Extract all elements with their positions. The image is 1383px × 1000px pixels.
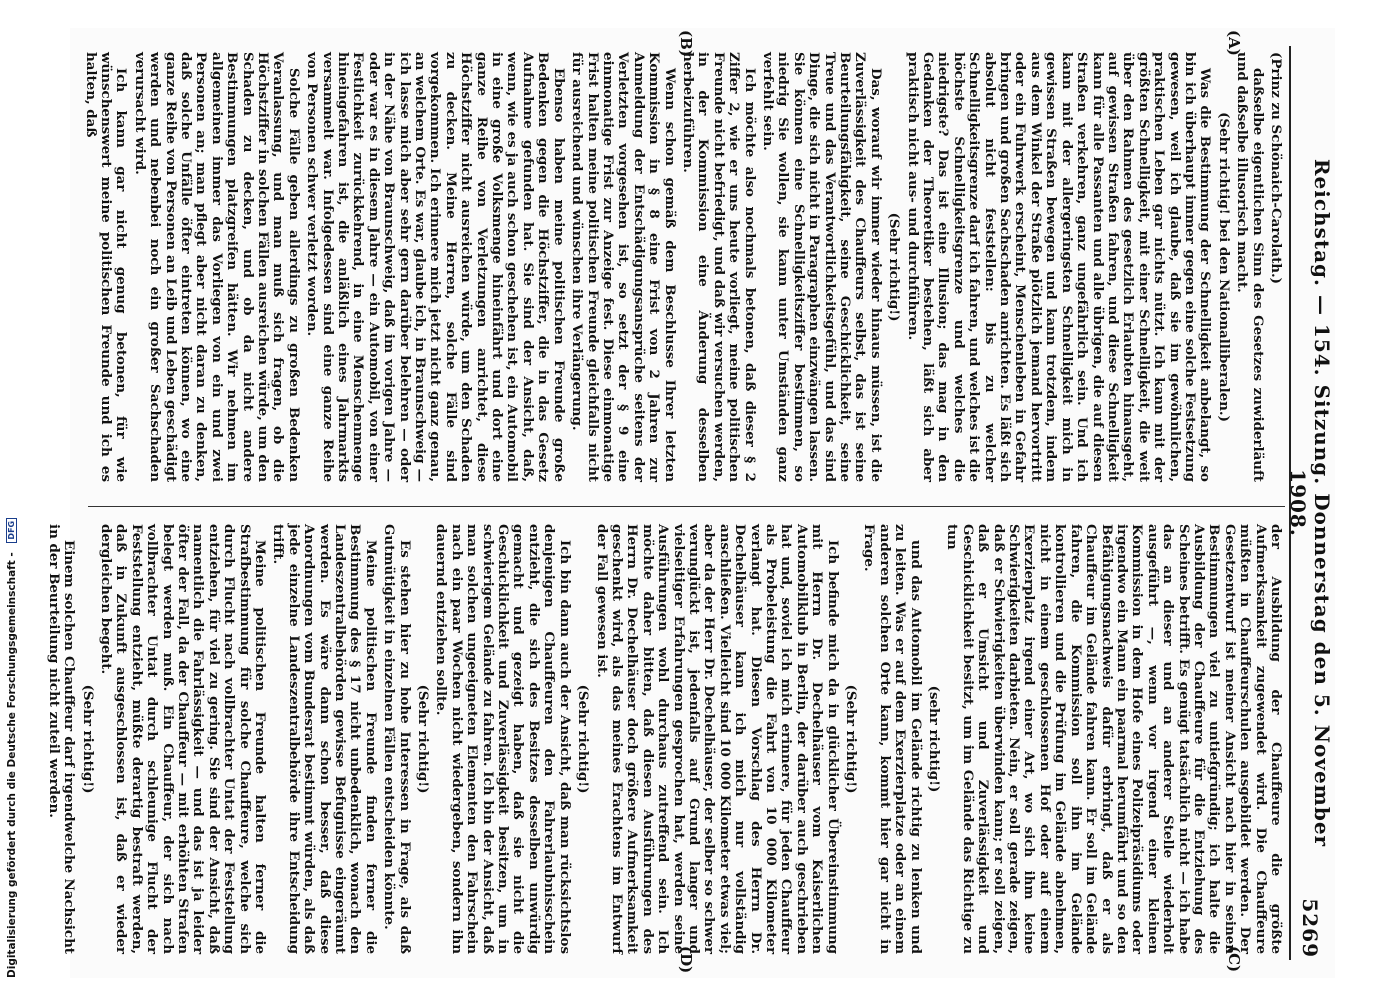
- paragraph: Ich möchte also nochmals betonen, daß dieser § 2 Ziffer 2, wie er uns heute vorliegt, meine politischen Freunde nicht befriedigt, und daß wir versuchen werden, in der Kommission eine Änderung desselben herbeizuführen.: [679, 52, 758, 482]
- page-number: 5269: [1298, 898, 1322, 958]
- paragraph: daßselbe eigentlichen Sinn des Gesetzes zuwiderläuft und daßselbe illusorisch macht.: [1234, 52, 1266, 482]
- margin-mark-b: (B): [677, 30, 695, 57]
- rotated-page-content: [45, 28, 1335, 978]
- dfg-logo: DFG: [6, 518, 17, 543]
- paragraph: Ich kann gar nicht genug betonen, für wie wünschenswert meine politischen Freunde und ich es halten, daß: [82, 52, 130, 482]
- paragraph: Meine politischen Freunde halten ferner die Strafbestimmung für solche Chauffeure, welche sich durch Flucht nach vollbrachter Untat der Feststellung entziehen, für viel zu gering. Sie sind der Ansicht, daß namentlich die Fahrlässigkeit — und das ist ja leider öfter der Fall, da der Chauffeur — mit erhöhten Strafen belegt werden muß. Ein Chauffeur, der sich nach vollbrachter Untat durch schleunige Flucht der Feststellung entzieht, müßte derartig bestraft werden, daß in Zukunft ausgeschlossen ist, daß er wieder dergleichen begeht.: [97, 524, 268, 954]
- margin-mark-d: (D): [677, 946, 695, 974]
- paragraph: (Sehr richtig!): [79, 684, 96, 794]
- paragraph: und das Automobil im Gelände richtig zu lenken und zu leiten. Was er auf dem Exerzierplatze oder an einem anderen solchen Orte kann, kommt hier gar nicht in Frage.: [861, 524, 924, 954]
- paragraph: Ebenso haben meine politischen Freunde große Bedenken gegen die Höchstziffer, die in das Gesetz Aufnahme gefunden hat. Sie sind der Ansicht, daß, wenn, wie es ja auch schon geschehen ist, ein Automobil in eine große Volksmenge hineinfährt und dort eine ganze Reihe von Verletzungen anrichtet, diese Höchstziffer nicht ausreichen würde, um den Schaden zu decken. Meine Herren, solche Fälle sind vorgekommen. Ich erinnere mich jetzt nicht ganz genau, an welchem Orte. Es war, glaube ich, in Braunschweig — ich lasse mich aber sehr gern darüber belehren — oder in der Nähe von Braunschweig, daß im vorigen Jahre — oder war es in diesem Jahre — ein Automobil, von einer Festlichkeit zurückkehrend, in eine Menschenmenge hineingefahren ist, die anläßlich eines Jahrmarkts versammelt war. Infolgedessen sind eine ganze Reihe von Personen schwer verletzt worden.: [304, 52, 567, 482]
- header-rule: [1289, 46, 1291, 960]
- paragraph: (Sehr richtig! bei den Nationalliberalen.): [1215, 112, 1232, 422]
- paragraph: Ich bin dann auch der Ansicht, daß man rücksichtslos denjenigen Chauffeuren den Fahrerlaubnisschein entzieht, die sich des Besitzes desselben unwürdig gemacht und gezeigt haben, daß sie nicht die Geschicklichkeit und Zuverlässigkeit besitzen, um in schwierigem Gelände zu fahren. Ich bin der Ansicht, daß man solchen ungeeigneten Elementen den Fahrschein nach ein paar Wochen nicht wiedergeben, sondern ihn dauernd entziehen sollte.: [433, 524, 573, 954]
- paragraph: (Sehr richtig!): [886, 212, 903, 322]
- paragraph: Einem solchen Chauffeur darf irgendwelche Nachsicht in der Beurteilung nicht zuteil werden.: [45, 524, 78, 954]
- paragraph: (sehr richtig!): [926, 685, 943, 793]
- column-divider: [88, 506, 1285, 507]
- paragraph: (Sehr richtig!): [415, 684, 432, 794]
- side-note-text: Digitalisierung gefördert durch die Deutsche Forschungsgemeinschaft -: [6, 552, 18, 978]
- paragraph: (Sehr richtig!): [575, 684, 592, 794]
- right-column: [45, 524, 1284, 954]
- margin-mark-c: (C): [1225, 946, 1243, 973]
- paragraph: Das, worauf wir immer wieder hinaus müssen, ist die Zuverlässigkeit des Chauffeurs selbst, das ist seine Beurteilungsfähigkeit, seine Geschicklichkeit, seine Treue und das Verantwortlichkeitsgefühl, und das sind Dinge, die sich nicht in Paragraphen einzwängen lassen. Sie können eine Schnelligkeitsziffer bestimmen, so niedrig Sie wollen, sie kann unter Umständen ganz verfehlt sein.: [760, 52, 884, 482]
- page-title: Reichstag. — 154. Sitzung. Donnerstag den 5. November 1908.: [1286, 158, 1334, 848]
- paragraph: Meine politischen Freunde finden ferner die Bestimmung des § 17 nicht unbedenklich, wonach den Landeszentralbehörden gewisse Befugnisse eingeräumt werden. Es wäre dann schon besser, daß diese Anordnungen vom Bundesrat bestimmt würden, als daß jede einzelne Landeszentralbehörde ihre Entscheidung trifft.: [270, 524, 379, 954]
- margin-mark-a: (A): [1225, 30, 1243, 56]
- paragraph: der Ausbildung der Chauffeure die größte Aufmerksamkeit zugewendet wird. Die Chauffeure müßten in Chauffeurschulen ausgebildet werden. Der Gesetzentwurf ist meiner Ansicht nach hier in seinen Bestimmungen viel zu untiefgründig; ich halte die Ausbildung der Chauffeure für die Entziehung des Scheines betrifft. Es genügt tatsächlich nicht — ich habe das an dieser und an anderer Stelle wiederholt ausgeführt —, wenn vor irgend einer kleinen Kommission in dem Hofe eines Polizeipräsidiums oder irgendwo ein Mann ein paarmal herumfährt und so den Befähigungsnachweis dafür erbringt, daß er als Chauffeur im Gelände fahren kann. Er soll im Gelände fahren, die Kommission soll ihn im Gelände kontrollieren und die Prüfung im Gelände abnehmen, nicht in einem geschlossenen Hof oder auf einem Exerzierplatz irgend einer Art, wo sich ihm keine Schwierigkeiten darbieten. Nein, er soll gerade zeigen, daß er Schwierigkeiten überwinden kann; er soll zeigen, daß er Umsicht und Zuverlässigkeit und Geschicklichkeit besitzt, um im Gelände das Richtige zu tun: [944, 524, 1284, 954]
- paragraph: Ich befinde mich da in glücklicher Übereinstimmung mit Herrn Dr. Dechelhäuser vom Kaiserlichen Automobilklub in Berlin, der darüber auch geschrieben hat und, soviel ich mich erinnere, für jeden Chauffeur als Probeleistung die Fahrt von 10 000 Kilometer verlangt hat. Diesen Vorschlag des Herrn Dr. Dechelhäuser kann ich mich nur vollständig anschließen. Vielleicht sind 10 000 Kilometer etwas viel; aber da der Herr Dr. Dechelhäuser, der selber so schwer verunglückt ist, jedenfalls auf Grund langer und vielseitiger Erfahrungen gesprochen hat, werden seine Ausführungen wohl durchaus zutreffend sein. Ich möchte daher bitten, daß diesen Ausführungen des Herrn Dr. Dechelhäuser doch größere Aufmerksamkeit geschenkt wird, als das meines Erachtens im Entwurf der Fall gewesen ist.: [593, 524, 841, 954]
- side-note: [0, 28, 28, 1000]
- paragraph: Es stehen hier zu hohe Interessen in Frage, als daß Gutmütigkeit in einzelnen Fällen entscheiden könnte.: [381, 524, 413, 954]
- paragraph: (Sehr richtig!): [843, 684, 860, 794]
- paragraph: Solche Fälle geben allerdings zu großen Bedenken Veranlassung, und man muß sich fragen, ob die Höchstziffer in solchen Fällen ausreichen würde, um den Schaden zu decken, und ob da nicht andere Bestimmungen platzgreifen hätten. Wir nehmen im allgemeinen immer das Vorliegen von ein und zwei Personen an; man pflegt aber nicht daran zu denken, daß solche Unfälle öfter eintreten können, wo eine ganze Reihe von Personen an Leib und Leben geschädigt werden und nebenbei noch ein großer Sachschaden verursacht wird.: [131, 52, 302, 482]
- paragraph: Wenn schon gemäß dem Beschlusse Ihrer letzten Kommission in § 8 eine Frist von 2 Jahren zur Anmeldung der Entschädigungsansprüche seitens der Verletzten vorgesehen ist, so setzt der § 9 eine einmonatige Frist zur Anzeige fest. Diese einmonatige Frist halten meine politischen Freunde gleichfalls nicht für ausreichend und wünschen ihre Verlängerung.: [569, 52, 678, 482]
- paragraph: (Prinz zu Schönaich-Carolath.): [1268, 52, 1284, 284]
- page-header: [1286, 48, 1334, 958]
- left-column: [82, 52, 1283, 482]
- newspaper-page: [45, 28, 1335, 978]
- paragraph: Was die Bestimmung der Schnelligkeit anbelangt, so bin ich überhaupt immer gegen eine solche Festsetzung gewesen, weil ich glaube, daß sie im gewöhnlichen, praktischen Leben gar nichts nützt. Ich kann mit der größten Schnelligkeit, mit einer Schnelligkeit, die weit über den Rahmen des gesetzlich Erlaubten hinausgeht, auf gewissen Straßen fahren, und diese Schnelligkeit kann für alle Passanten und alle übrigen, die auf diesen Straßen verkehren, ganz ungefährlich sein. Und ich kann mit der allergeringsten Schnelligkeit mich in gewissen Straßen bewegen und kann trotzdem, indem aus dem Winkel der Straße plötzlich jemand hervortritt oder ein Fuhrwerk erscheint, Menschenleben in Gefahr bringen und großen Sachschaden anrichten. Es läßt sich absolut nicht feststellen: bis zu welcher Schnelligkeitsgrenze darf ich fahren, und welches ist die höchste Schnelligkeitsgrenze und welches die niedrigste? Das ist eine Illusion; das mag in den Gedanken der Theoretiker bestehen, läßt sich aber praktisch nicht aus- und durchführen.: [904, 52, 1214, 482]
